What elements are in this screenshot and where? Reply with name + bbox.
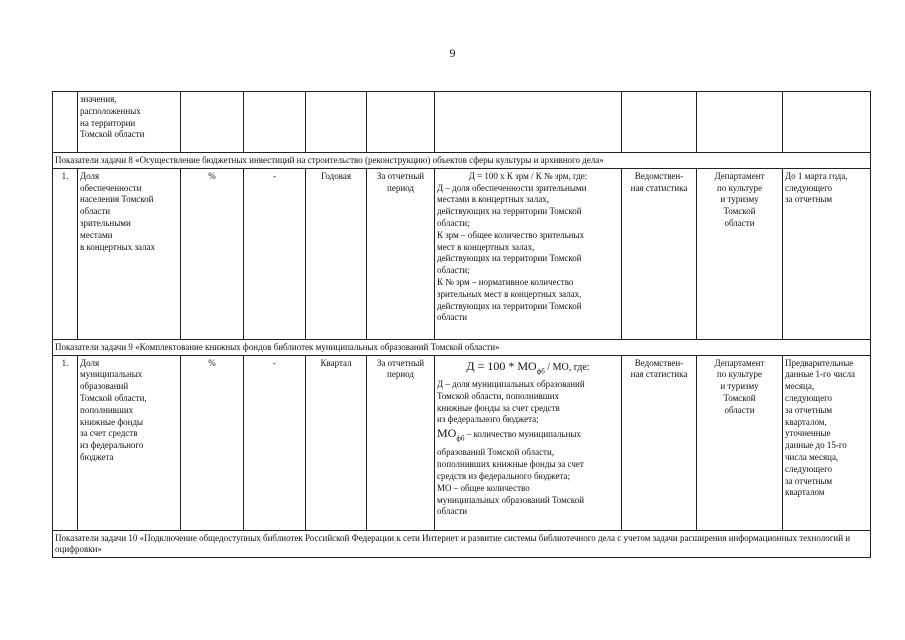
- section-header-task-10: [53, 530, 871, 558]
- formula-title: Д = 100 х К зрм / К № зрм, где:: [468, 170, 588, 181]
- section-header-task-8: [53, 153, 871, 169]
- cell-indicator-name: Доля муниципальных образований Томской области, пополнивших книжные фонды за счет средств из федерального бюджета: [78, 355, 181, 530]
- cell-source: Ведомствен- ная статистика: [622, 168, 697, 339]
- cell-num: 1.: [53, 355, 78, 530]
- indicators-table: [52, 91, 871, 558]
- formula-tail: / МО, где:: [544, 361, 590, 373]
- mo-definition: [437, 428, 619, 445]
- cell-formula: [435, 168, 622, 339]
- cell-indicator-name: Доля обеспеченности населения Томской области зрительными местами в концертных залах: [78, 168, 181, 339]
- cell-source: Ведомствен- ная статистика: [622, 355, 697, 530]
- formula-description-1: Д – доля муниципальных образований Томской области, пополнивших книжные фонды за счет средств из федерального бюджета;: [437, 378, 585, 425]
- cell-formula: [435, 92, 622, 153]
- section-title: Показатели задачи 9 «Комплектование книжных фондов библиотек муниципальных образований Томской области»: [53, 339, 871, 355]
- cell-base: -: [244, 168, 306, 339]
- cell-base: -: [244, 355, 306, 530]
- cell-deadline: До 1 марта года, следующего за отчетным: [783, 168, 871, 339]
- formula-description: Д – доля обеспеченности зрительными местами в концертных залах, действующих на территории Томской области; К зрм – общее количество зрительных мест в концертных залах, действующих на территории Томской области; К № зрм – нормативное количество зрительных мест в концертных залах, действующих на территории Томской области: [437, 182, 587, 323]
- cell-period: За отчетный период: [367, 355, 435, 530]
- cell-num: 1.: [53, 168, 78, 339]
- table-row-continuation: [53, 92, 871, 153]
- cell-responsible: Департамент по культуре и туризму Томской области: [697, 355, 783, 530]
- section-title: Показатели задачи 8 «Осуществление бюджетных инвестиций на строительство (реконструкцию) объектов сферы культуры и архивного дела»: [53, 153, 871, 169]
- cell-unit: [181, 92, 244, 153]
- mo-symbol: МО: [437, 426, 457, 441]
- mo-text: – количество муниципальных: [464, 429, 581, 440]
- formula-lead: Д = 100 * МО: [466, 358, 537, 373]
- mo-subscript: фб: [456, 434, 465, 443]
- cell-periodicity: Годовая: [306, 168, 367, 339]
- cell-unit: %: [181, 355, 244, 530]
- cell-deadline: [783, 92, 871, 153]
- cell-source: [622, 92, 697, 153]
- formula-description-2: образований Томской области, пополнивших книжные фонды за счет средств из федерального бюджета; МО – общее количество муниципальных образований Томской области: [437, 447, 585, 517]
- cell-responsible: Департамент по культуре и туризму Томской области: [697, 168, 783, 339]
- cell-period: [367, 92, 435, 153]
- table-row-task-9: [53, 355, 871, 530]
- cell-responsible: [697, 92, 783, 153]
- page-number: 9: [449, 46, 456, 60]
- table-row-task-8: [53, 168, 871, 339]
- cell-indicator-name: значения, расположенных на территории Томской области: [78, 92, 181, 153]
- cell-base: [244, 92, 306, 153]
- cell-formula: [435, 355, 622, 530]
- cell-unit: %: [181, 168, 244, 339]
- section-title: Показатели задачи 10 «Подключение общедоступных библиотек Российской Федерации к сети Интернет и развитие системы библиотечного дела с учетом задачи расширения информационных технологий и оцифровки»: [53, 530, 871, 558]
- cell-periodicity: Квартал: [306, 355, 367, 530]
- cell-num: [53, 92, 78, 153]
- section-header-task-9: [53, 339, 871, 355]
- cell-periodicity: [306, 92, 367, 153]
- cell-period: За отчетный период: [367, 168, 435, 339]
- formula-title: [437, 358, 619, 379]
- cell-deadline: Предварительные данные 1-го числа месяца, следующего за отчетным кварталом, уточненные данные до 15-го числа месяца, следующего за отчетным кварталом: [783, 355, 871, 530]
- formula-subscript: фб: [536, 366, 545, 375]
